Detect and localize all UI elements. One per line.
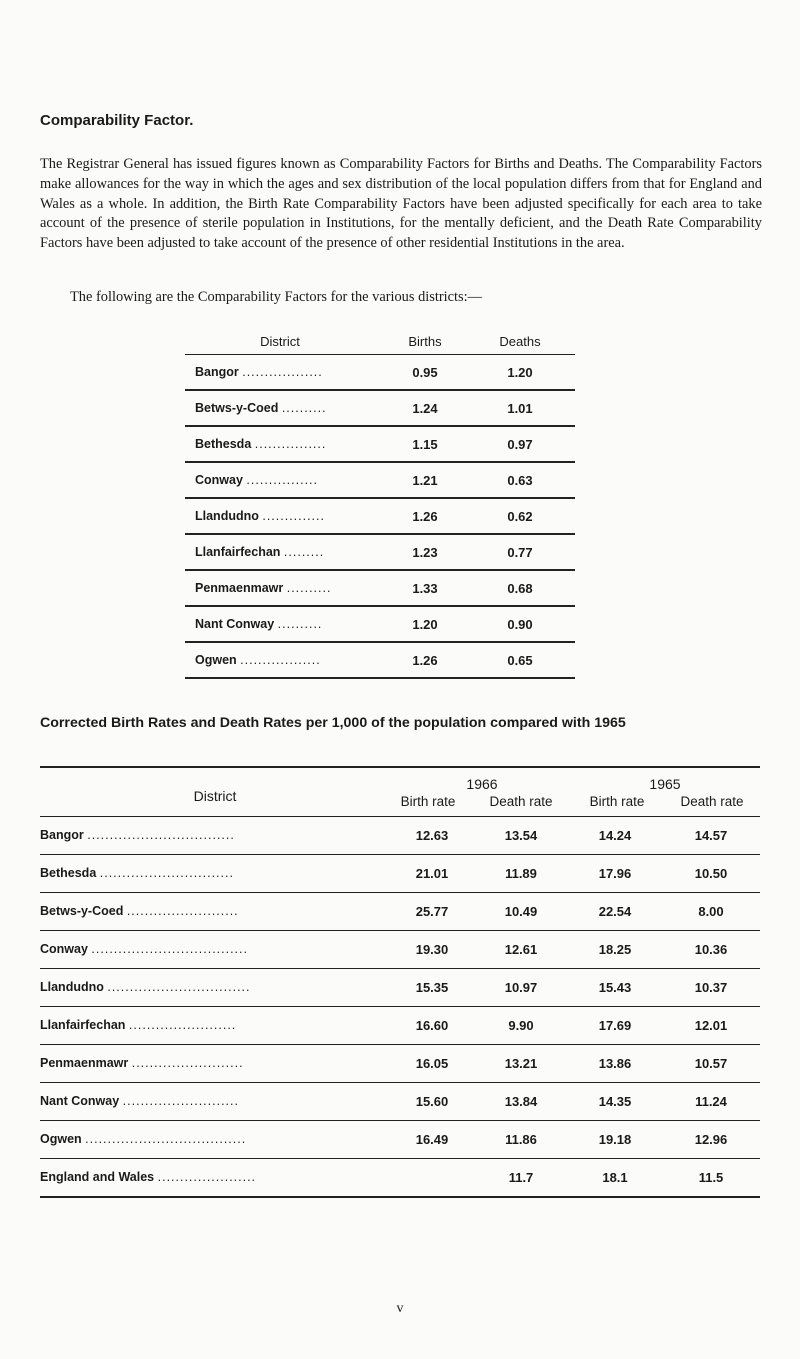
table-bottom-rule (40, 1196, 760, 1198)
deaths-cell: 0.62 (507, 509, 533, 524)
district-name: Ogwen (195, 653, 237, 667)
district-name: Bethesda (195, 437, 252, 451)
leader-dots: .......................... (122, 1094, 239, 1108)
district-name: Penmaenmawr (40, 1056, 129, 1070)
death-rate-1965-cell: 12.96 (694, 1132, 728, 1147)
table-row (185, 605, 575, 641)
birth-rate-1965-cell: 17.96 (598, 866, 632, 881)
table-row (185, 569, 575, 605)
leader-dots: ......................... (131, 1056, 244, 1070)
death-rate-1965-cell: 11.5 (698, 1170, 724, 1185)
leader-dots: ......... (283, 545, 325, 559)
leader-dots: ................................. (87, 828, 235, 842)
leader-dots: ......................... (126, 904, 239, 918)
death-rate-1966-cell: 11.86 (505, 1132, 537, 1147)
birth-rate-1965-cell: 17.69 (598, 1018, 632, 1033)
leader-dots: .............................. (99, 866, 234, 880)
district-cell (40, 1018, 390, 1032)
table-row (185, 461, 575, 497)
birth-rate-1966-cell: 15.60 (415, 1094, 449, 1109)
district-name: Conway (195, 473, 243, 487)
death-rate-1966-cell: 13.84 (504, 1094, 538, 1109)
district-cell (195, 401, 375, 415)
death-rate-1965-cell: 12.01 (694, 1018, 728, 1033)
district-cell (40, 1056, 390, 1070)
leader-dots: ................ (254, 437, 327, 451)
birth-rate-1966-cell: 16.05 (415, 1056, 449, 1071)
leader-dots: ........................ (128, 1018, 237, 1032)
death-rate-1965-cell: 10.37 (694, 980, 728, 995)
death-rate-1966-cell: 13.54 (504, 828, 538, 843)
births-cell: 1.24 (412, 401, 438, 416)
table-row (40, 1006, 760, 1044)
district-cell (195, 509, 375, 523)
birth-rate-1966-cell: 16.49 (415, 1132, 449, 1147)
births-cell: 1.21 (412, 473, 438, 488)
district-cell (40, 866, 390, 880)
deaths-cell: 0.90 (507, 617, 533, 632)
table-row (185, 641, 575, 677)
table-row (185, 497, 575, 533)
death-rate-1965-cell: 10.36 (694, 942, 728, 957)
district-cell (40, 904, 390, 918)
leader-dots: ...................... (157, 1170, 257, 1184)
district-cell (195, 545, 375, 559)
table-row (40, 1082, 760, 1120)
birth-rate-1966-cell: 16.60 (415, 1018, 449, 1033)
rates-heading: Corrected Birth Rates and Death Rates per 1,000 of the population compared with 1965 (40, 715, 626, 731)
table-row (40, 854, 760, 892)
death-rate-1965-cell: 8.00 (698, 904, 724, 919)
births-cell: 0.95 (412, 365, 438, 380)
leader-dots: .......... (286, 581, 332, 595)
death-rate-1965-cell: 11.24 (695, 1094, 727, 1109)
district-cell (195, 437, 375, 451)
death-rate-1966-cell: 11.7 (508, 1170, 534, 1185)
table-row (185, 533, 575, 569)
district-cell (40, 1094, 390, 1108)
district-name: Nant Conway (195, 617, 275, 631)
deaths-cell: 1.20 (507, 365, 533, 380)
birth-rate-1965-cell: 19.18 (598, 1132, 632, 1147)
district-cell (40, 1132, 390, 1146)
district-name: Betws-y-Coed (195, 401, 279, 415)
intro-paragraph: The Registrar General has issued figures known as Comparability Factors for Births and Deaths. The Comparability Factors make allowances for the way in which the ages and sex distribution of the local population differs from that for England and Wales as a whole. In addition, the Birth Rate Comparability Factors have been adjusted specifically for each area to take account of the presence of sterile population in Institutions, for the mentally deficient, and the Death Rate Comparability Factors have been adjusted to take account of the presence of other residential Institutions in the area. (40, 156, 762, 252)
births-cell: 1.15 (412, 437, 438, 452)
death-rate-1966-cell: 10.49 (504, 904, 538, 919)
district-name: Llandudno (195, 509, 259, 523)
table-row (40, 1044, 760, 1082)
district-name: Ogwen (40, 1132, 82, 1146)
birth-rate-1965-cell: 14.35 (598, 1094, 632, 1109)
district-cell (195, 581, 375, 595)
header-district: District (260, 334, 300, 349)
birth-rate-1966-cell: 21.01 (415, 866, 449, 881)
header-birth-rate-1965: Birth rate (589, 794, 645, 809)
district-cell (195, 473, 375, 487)
leader-dots: .................................... (85, 1132, 247, 1146)
births-cell: 1.26 (412, 653, 438, 668)
header-death-rate-1966: Death rate (489, 794, 553, 809)
header-district: District (193, 788, 237, 804)
table-header (185, 326, 575, 354)
birth-rate-1966-cell: 19.30 (415, 942, 449, 957)
births-cell: 1.20 (412, 617, 438, 632)
district-cell (195, 617, 375, 631)
leader-dots: ................................... (91, 942, 248, 956)
birth-rate-1965-cell: 13.86 (598, 1056, 632, 1071)
table-header (40, 768, 760, 816)
birth-rate-1965-cell: 18.1 (602, 1170, 628, 1185)
death-rate-1966-cell: 12.61 (504, 942, 538, 957)
birth-rate-1965-cell: 18.25 (598, 942, 632, 957)
district-name: Betws-y-Coed (40, 904, 124, 918)
header-year-1965: 1965 (649, 776, 681, 792)
table-row (40, 1120, 760, 1158)
section-heading: Comparability Factor. (40, 112, 194, 129)
deaths-cell: 0.77 (507, 545, 533, 560)
births-cell: 1.26 (412, 509, 438, 524)
district-cell (40, 942, 390, 956)
death-rate-1966-cell: 11.89 (505, 866, 537, 881)
district-name: Nant Conway (40, 1094, 120, 1108)
leader-dots: ................ (246, 473, 318, 487)
table-row (40, 930, 760, 968)
leader-dots: .......... (281, 401, 327, 415)
leader-dots: .............. (262, 509, 325, 523)
district-cell (195, 365, 375, 379)
deaths-cell: 0.68 (507, 581, 533, 596)
leader-dots: .................. (240, 653, 321, 667)
district-name: Bethesda (40, 866, 97, 880)
table-row (40, 1158, 760, 1196)
deaths-cell: 1.01 (507, 401, 533, 416)
district-name: England and Wales (40, 1170, 155, 1184)
header-deaths: Deaths (499, 334, 541, 349)
district-name: Bangor (40, 828, 84, 842)
district-cell (195, 653, 375, 667)
table-row (185, 354, 575, 389)
deaths-cell: 0.65 (507, 653, 533, 668)
district-name: Conway (40, 942, 88, 956)
death-rate-1965-cell: 10.57 (694, 1056, 728, 1071)
district-name: Llandudno (40, 980, 104, 994)
table-row (185, 389, 575, 425)
table-row (185, 425, 575, 461)
header-death-rate-1965: Death rate (680, 794, 744, 809)
header-birth-rate-1966: Birth rate (400, 794, 456, 809)
deaths-cell: 0.97 (507, 437, 533, 452)
births-cell: 1.33 (412, 581, 438, 596)
death-rate-1966-cell: 10.97 (504, 980, 538, 995)
births-cell: 1.23 (412, 545, 438, 560)
page-number: v (396, 1301, 404, 1316)
death-rate-1966-cell: 13.21 (504, 1056, 538, 1071)
death-rate-1965-cell: 14.57 (694, 828, 728, 843)
district-name: Bangor (195, 365, 239, 379)
district-cell (40, 980, 390, 994)
death-rate-1965-cell: 10.50 (694, 866, 728, 881)
district-name: Llanfairfechan (195, 545, 281, 559)
comparability-factor-table (185, 326, 575, 679)
district-name: Penmaenmawr (195, 581, 284, 595)
district-cell (40, 828, 390, 842)
table-row (40, 892, 760, 930)
leader-dots: .................. (242, 365, 323, 379)
header-year-1966: 1966 (466, 776, 498, 792)
table-row (40, 816, 760, 854)
deaths-cell: 0.63 (507, 473, 533, 488)
birth-rate-1966-cell: 12.63 (415, 828, 449, 843)
leader-dots: ................................ (107, 980, 251, 994)
table-bottom-rule (185, 677, 575, 679)
birth-rate-1965-cell: 22.54 (598, 904, 632, 919)
leader-dots: .......... (277, 617, 323, 631)
district-name: Llanfairfechan (40, 1018, 126, 1032)
rates-table (40, 766, 760, 1198)
death-rate-1966-cell: 9.90 (508, 1018, 534, 1033)
birth-rate-1966-cell: 15.35 (415, 980, 449, 995)
header-births: Births (408, 334, 442, 349)
birth-rate-1966-cell: 25.77 (415, 904, 449, 919)
birth-rate-1965-cell: 15.43 (598, 980, 632, 995)
birth-rate-1965-cell: 14.24 (598, 828, 632, 843)
table-row (40, 968, 760, 1006)
list-intro-paragraph: The following are the Comparability Factors for the various districts:— (70, 289, 483, 305)
district-cell (40, 1170, 390, 1184)
